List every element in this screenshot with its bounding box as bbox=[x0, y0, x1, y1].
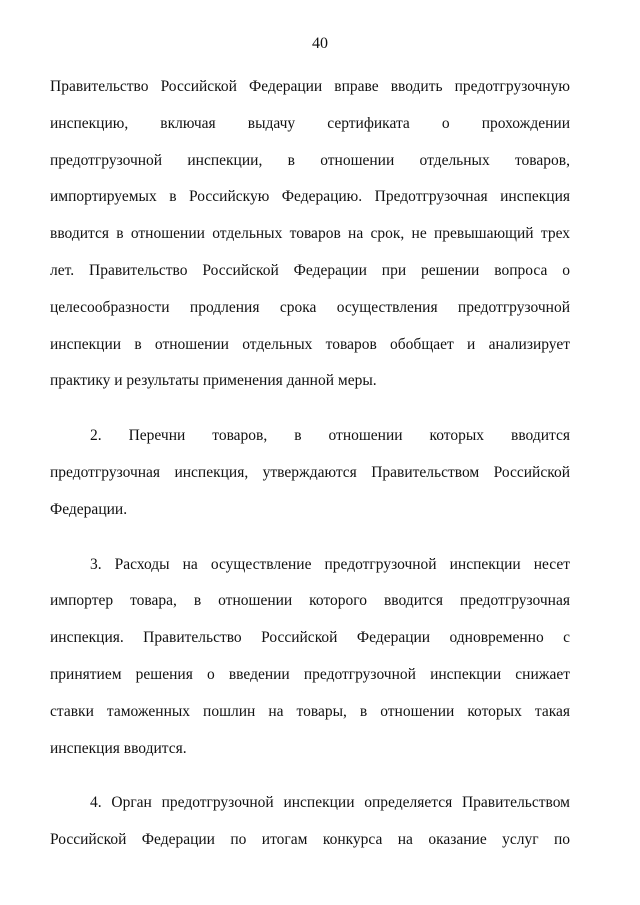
paragraph bbox=[50, 547, 570, 768]
text-line: практику и результаты применения данной меры. bbox=[50, 372, 377, 390]
text-line: инспекции в отношении отдельных товаров обобщает и анализирует bbox=[50, 335, 570, 353]
text-line: импортер товара, в отношении которого вводится предотгрузочная bbox=[50, 592, 570, 610]
paragraph-gap bbox=[50, 767, 570, 785]
text-line: Федерации. bbox=[50, 500, 128, 518]
text-line: целесообразности продления срока осуществления предотгрузочной bbox=[50, 298, 570, 316]
text-line: инспекция. Правительство Российской Федерации одновременно с bbox=[50, 629, 570, 647]
paragraph-gap bbox=[50, 529, 570, 547]
text-line: импортируемых в Российскую Федерацию. Предотгрузочная инспекция bbox=[50, 188, 570, 206]
paragraph bbox=[50, 418, 570, 528]
page-number: 40 bbox=[312, 35, 328, 52]
text-line: инспекция вводится. bbox=[50, 739, 187, 757]
text-line: 3. Расходы на осуществление предотгрузочной инспекции несет bbox=[90, 555, 570, 573]
text-line: предотгрузочная инспекция, утверждаются Правительством Российской bbox=[50, 463, 570, 481]
text-line: вводится в отношении отдельных товаров на срок, не превышающий трех bbox=[50, 225, 570, 243]
text-line: Правительство Российской Федерации вправе вводить предотгрузочную bbox=[50, 78, 570, 95]
text-line: предотгрузочной инспекции, в отношении отдельных товаров, bbox=[50, 151, 570, 169]
text-line: инспекцию, включая выдачу сертификата о прохождении bbox=[50, 114, 570, 132]
text-line: лет. Правительство Российской Федерации при решении вопроса о bbox=[50, 261, 570, 279]
text-line: 2. Перечни товаров, в отношении которых вводится bbox=[90, 427, 570, 445]
paragraph bbox=[50, 785, 570, 859]
paragraph-gap bbox=[50, 400, 570, 418]
text-line: принятием решения о введении предотгрузочной инспекции снижает bbox=[50, 665, 570, 683]
text-line: ставки таможенных пошлин на товары, в отношении которых такая bbox=[50, 702, 570, 720]
text-line: 4. Орган предотгрузочной инспекции определяется Правительством bbox=[90, 794, 570, 812]
document-body bbox=[50, 69, 570, 859]
paragraph bbox=[50, 69, 570, 400]
text-line: Российской Федерации по итогам конкурса на оказание услуг по bbox=[50, 831, 570, 849]
